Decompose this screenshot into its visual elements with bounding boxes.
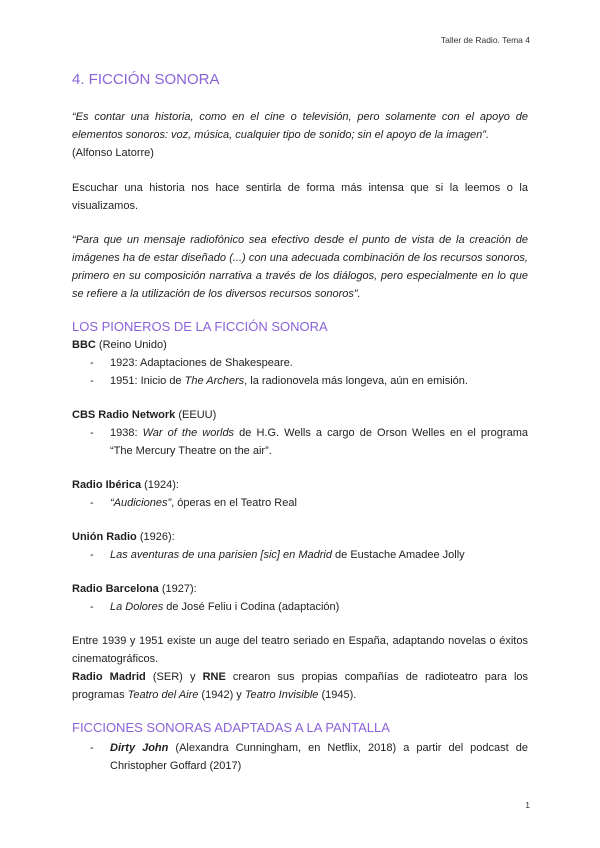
dash-bullet: - — [90, 497, 94, 509]
intro-line1: Escuchar una historia nos hace sentirla de forma más intensa que si la leemos o la — [72, 182, 528, 194]
companies-line2: programas Teatro del Aire (1942) y Teatro Invisible (1945). — [72, 689, 357, 701]
cbs-name: CBS Radio Network — [72, 409, 176, 421]
cbs-detail: (EEUU) — [175, 409, 217, 421]
page-number: 1 — [525, 800, 530, 810]
running-header: Taller de Radio. Tema 4 — [440, 35, 530, 45]
quote2-line4: se refiere a la utilización de los diversos recursos sonoros”. — [72, 288, 361, 300]
list-item — [90, 424, 528, 442]
screen-heading: FICCIONES SONORAS ADAPTADAS A LA PANTALLA — [72, 720, 390, 735]
iberica-name: Radio Ibérica — [72, 479, 142, 491]
bbc-item2: 1951: Inicio de The Archers, la radionovela más longeva, aún en emisión. — [110, 375, 468, 387]
cbs-label — [72, 406, 528, 424]
iberica-item1: “Audiciones”, óperas en el Teatro Real — [110, 497, 297, 509]
dash-bullet: - — [90, 742, 94, 754]
screen-item1-line2: Christopher Goffard (2017) — [110, 760, 242, 772]
iberica-label — [72, 476, 528, 494]
union-label — [72, 528, 528, 546]
dash-bullet: - — [90, 549, 94, 561]
union-name: Unión Radio — [72, 531, 137, 543]
dash-bullet: - — [90, 375, 94, 387]
quote-author: (Alfonso Latorre) — [72, 147, 154, 159]
list-item — [90, 354, 528, 372]
quote2-line2: imágenes ha de estar diseñado (...) con una adecuada combinación de los recursos sonoros, — [72, 252, 528, 264]
intro-line2: visualizamos. — [72, 200, 139, 212]
boom-line2: cinematográficos. — [72, 653, 159, 665]
bbc-label — [72, 336, 528, 354]
quote-latorre-line1: “Es contar una historia, como en el cine o televisión, pero solamente con el apoyo de — [72, 111, 528, 123]
iberica-detail: (1924): — [141, 479, 179, 491]
dash-bullet: - — [90, 601, 94, 613]
quote2-line1: “Para que un mensaje radiofónico sea efectivo desde el punto de vista de la creación de — [72, 234, 528, 246]
dash-bullet: - — [90, 427, 94, 439]
cbs-item1-line2: “The Mercury Theatre on the air”. — [110, 445, 272, 457]
bbc-item1: 1923: Adaptaciones de Shakespeare. — [110, 357, 293, 369]
union-detail: (1926): — [136, 531, 175, 543]
barcelona-detail: (1927): — [158, 583, 197, 595]
list-item — [90, 739, 528, 757]
section-title: 4. FICCIÓN SONORA — [72, 71, 220, 88]
list-item-continuation — [90, 757, 528, 775]
dash-bullet: - — [90, 357, 94, 369]
barcelona-item1: La Dolores de José Feliu i Codina (adaptación) — [110, 601, 340, 613]
bbc-name: BBC — [72, 339, 96, 351]
boom-line1: Entre 1939 y 1951 existe un auge del teatro seriado en España, adaptando novelas o éxitos — [72, 635, 528, 647]
barcelona-name: Radio Barcelona — [72, 583, 159, 595]
barcelona-label — [72, 580, 528, 598]
list-item — [90, 372, 528, 390]
quote2-line3: primero en su composición narrativa a través de los diálogos, pero especialmente en lo que — [72, 270, 528, 282]
list-item — [90, 598, 528, 616]
list-item-continuation — [90, 442, 528, 460]
list-item — [90, 546, 528, 564]
quote-latorre-line2: elementos sonoros: voz, música, cualquier tipo de sonido; sin el apoyo de la imagen”. — [72, 129, 490, 141]
companies-line1: Radio Madrid (SER) y RNE crearon sus propias compañías de radioteatro para los — [72, 671, 529, 683]
list-item — [90, 494, 528, 512]
union-item1: Las aventuras de una parisien [sic] en Madrid de Eustache Amadee Jolly — [110, 549, 465, 561]
screen-item1: Dirty John (Alexandra Cunningham, en Netflix, 2018) a partir del podcast de — [110, 742, 528, 754]
cbs-item1: 1938: War of the worlds de H.G. Wells a cargo de Orson Welles en el programa — [110, 427, 528, 439]
pioneers-heading: LOS PIONEROS DE LA FICCIÓN SONORA — [72, 319, 328, 334]
bbc-detail: (Reino Unido) — [95, 339, 167, 351]
